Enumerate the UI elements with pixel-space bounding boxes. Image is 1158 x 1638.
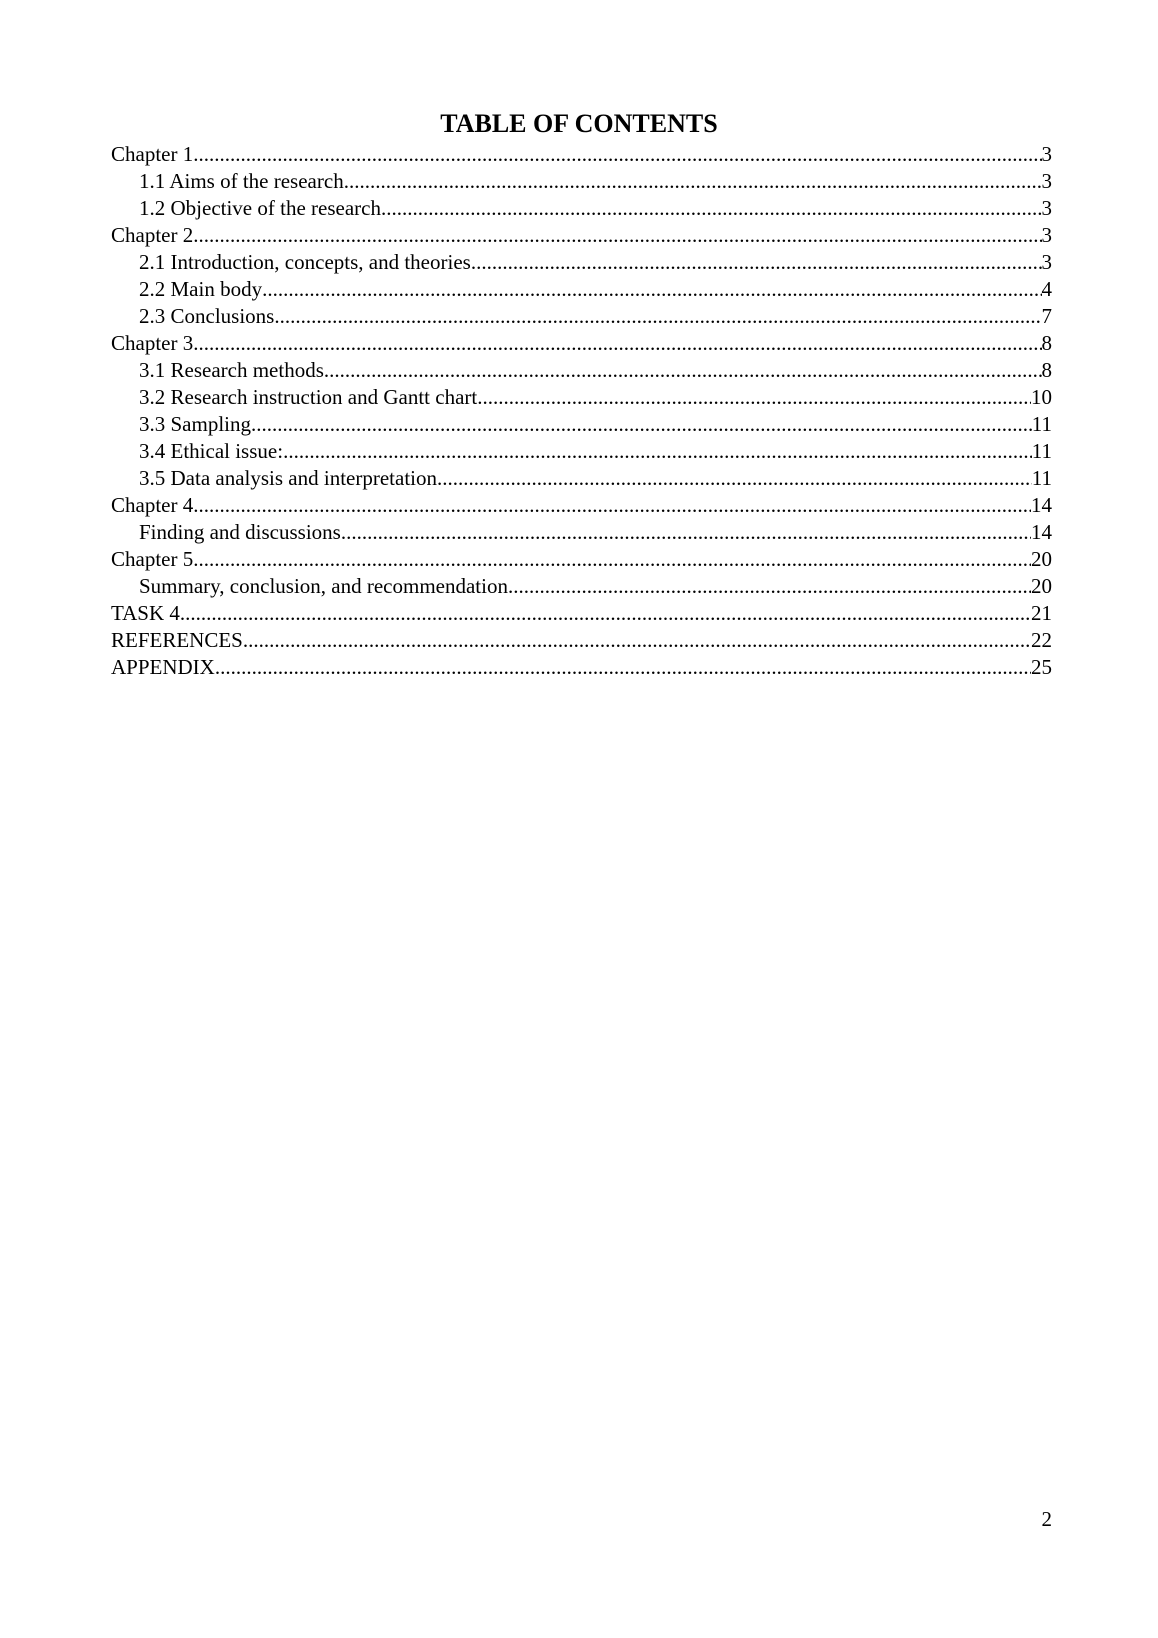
toc-dot-leader (471, 249, 1042, 276)
toc-entry-page: 10 (1031, 385, 1052, 409)
toc-dot-leader (324, 357, 1042, 384)
toc-dot-leader (193, 330, 1041, 357)
toc-entry-summary-conclusion[interactable] (111, 573, 1052, 600)
toc-dot-leader (193, 546, 1031, 573)
toc-dot-leader (344, 168, 1042, 195)
toc-entry-label: Chapter 4 (111, 493, 194, 517)
toc-entry-page: 8 (1041, 358, 1052, 382)
toc-title: TABLE OF CONTENTS (440, 109, 718, 138)
toc-entry-label: 3.5 Data analysis and interpretation (139, 466, 437, 490)
toc-entry-sampling[interactable] (111, 411, 1052, 438)
toc-entry-page: 3 (1041, 250, 1052, 274)
toc-dot-leader (193, 222, 1041, 249)
toc-entry-chapter-1[interactable] (111, 141, 1052, 168)
toc-entry-label: 2.3 Conclusions (139, 304, 275, 328)
toc-entry-label: Summary, conclusion, and recommendation (139, 574, 508, 598)
toc-entry-chapter-4[interactable] (111, 492, 1052, 519)
toc-entry-label: 1.1 Aims of the research (139, 169, 344, 193)
toc-entry-label: 3.3 Sampling (139, 412, 252, 436)
toc-entry-page: 11 (1031, 466, 1052, 490)
toc-dot-leader (251, 411, 1032, 438)
toc-entry-page: 3 (1041, 223, 1052, 247)
toc-dot-leader (274, 303, 1041, 330)
toc-entry-label: 1.2 Objective of the research (139, 196, 381, 220)
toc-entry-page: 14 (1031, 493, 1052, 517)
toc-list (111, 141, 1052, 681)
toc-entry-page: 3 (1041, 169, 1052, 193)
toc-entry-ethical-issue[interactable] (111, 438, 1052, 465)
toc-entry-aims-of-research[interactable] (111, 168, 1052, 195)
toc-entry-label: Finding and discussions (139, 520, 341, 544)
toc-entry-chapter-5[interactable] (111, 546, 1052, 573)
toc-entry-label: Chapter 2 (111, 223, 194, 247)
toc-entry-chapter-3[interactable] (111, 330, 1052, 357)
toc-entry-page: 22 (1031, 628, 1052, 652)
toc-entry-finding-and-discussions[interactable] (111, 519, 1052, 546)
toc-entry-page: 25 (1031, 655, 1052, 679)
toc-entry-label: Chapter 5 (111, 547, 194, 571)
toc-entry-page: 8 (1041, 331, 1052, 355)
toc-entry-page: 20 (1031, 574, 1052, 598)
toc-entry-label: 2.2 Main body (139, 277, 263, 301)
toc-entry-label: TASK 4 (111, 601, 180, 625)
toc-entry-label: REFERENCES (111, 628, 243, 652)
toc-entry-label: 2.1 Introduction, concepts, and theories (139, 250, 471, 274)
toc-entry-page: 14 (1031, 520, 1052, 544)
toc-dot-leader (262, 276, 1041, 303)
toc-dot-leader (180, 600, 1031, 627)
toc-entry-label: APPENDIX (111, 655, 215, 679)
toc-entry-conclusions[interactable] (111, 303, 1052, 330)
toc-entry-page: 21 (1031, 601, 1052, 625)
toc-entry-page: 7 (1041, 304, 1052, 328)
toc-dot-leader (508, 573, 1031, 600)
toc-entry-label: 3.2 Research instruction and Gantt chart (139, 385, 478, 409)
toc-dot-leader (341, 519, 1031, 546)
toc-dot-leader (381, 195, 1042, 222)
toc-entry-label: 3.1 Research methods (139, 358, 324, 382)
toc-entry-page: 3 (1041, 142, 1052, 166)
toc-dot-leader (477, 384, 1031, 411)
toc-dot-leader (215, 654, 1031, 681)
toc-entry-page: 11 (1031, 412, 1052, 436)
toc-entry-label: Chapter 1 (111, 142, 194, 166)
toc-entry-appendix[interactable] (111, 654, 1052, 681)
toc-entry-page: 4 (1041, 277, 1052, 301)
toc-dot-leader (243, 627, 1031, 654)
toc-entry-main-body[interactable] (111, 276, 1052, 303)
page-number: 2 (1041, 1507, 1052, 1531)
toc-entry-research-instruction[interactable] (111, 384, 1052, 411)
toc-entry-label: 3.4 Ethical issue: (139, 439, 284, 463)
toc-dot-leader (193, 492, 1031, 519)
toc-dot-leader (437, 465, 1032, 492)
toc-dot-leader (193, 141, 1041, 168)
toc-entry-research-methods[interactable] (111, 357, 1052, 384)
toc-entry-objective-of-research[interactable] (111, 195, 1052, 222)
toc-dot-leader (283, 438, 1032, 465)
toc-entry-introduction[interactable] (111, 249, 1052, 276)
toc-entry-task-4[interactable] (111, 600, 1052, 627)
toc-entry-page: 11 (1031, 439, 1052, 463)
toc-entry-page: 3 (1041, 196, 1052, 220)
toc-entry-page: 20 (1031, 547, 1052, 571)
toc-entry-chapter-2[interactable] (111, 222, 1052, 249)
toc-entry-references[interactable] (111, 627, 1052, 654)
toc-entry-data-analysis[interactable] (111, 465, 1052, 492)
toc-entry-label: Chapter 3 (111, 331, 194, 355)
